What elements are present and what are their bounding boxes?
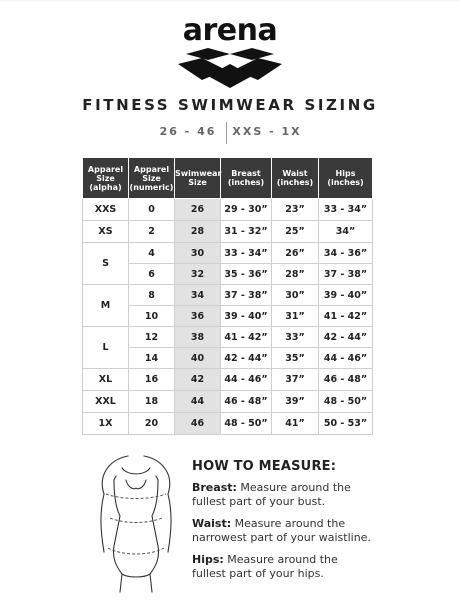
hips-cell: 34” [319, 221, 373, 243]
waist-cell: 35” [272, 348, 319, 369]
apparel-numeric-cell: 6 [129, 264, 175, 285]
hips-cell: 34 - 36” [319, 243, 373, 264]
logo-wordmark: arena [182, 13, 278, 48]
size-range-row [0, 122, 460, 144]
top-divider [0, 0, 460, 1]
table-row [83, 391, 373, 413]
hips-cell: 37 - 38” [319, 264, 373, 285]
measure-label-waist: Waist: [192, 517, 232, 530]
measure-item-breast [192, 481, 372, 509]
body-measurement-figure [92, 454, 180, 596]
hips-cell: 41 - 42” [319, 306, 373, 327]
how-to-measure-section [192, 459, 372, 589]
waist-cell: 31” [272, 306, 319, 327]
hips-cell: 33 - 34” [319, 199, 373, 221]
apparel-numeric-cell: 4 [129, 243, 175, 264]
apparel-alpha-cell: S [83, 243, 129, 285]
waist-cell: 41” [272, 413, 319, 435]
arena-diamond-logo-icon [178, 48, 282, 88]
breast-cell: 44 - 46” [221, 369, 272, 391]
header-apparel-size-numeric: Apparel Size (numeric) [129, 158, 175, 199]
swimwear-size-cell: 38 [175, 327, 221, 348]
header-apparel-size-alpha: Apparel Size (alpha) [83, 158, 129, 199]
page-title: FITNESS SWIMWEAR SIZING [82, 96, 378, 114]
breast-cell: 35 - 36” [221, 264, 272, 285]
header-breast: Breast (inches) [221, 158, 272, 199]
swimwear-size-cell: 34 [175, 285, 221, 306]
table-row [83, 221, 373, 243]
table-header-row [83, 158, 373, 199]
hips-cell: 39 - 40” [319, 285, 373, 306]
breast-cell: 37 - 38” [221, 285, 272, 306]
breast-cell: 31 - 32” [221, 221, 272, 243]
swimwear-size-cell: 44 [175, 391, 221, 413]
measure-text-hips: Measure around the fullest part of your hips. [192, 553, 338, 580]
apparel-alpha-cell: L [83, 327, 129, 369]
waist-cell: 37” [272, 369, 319, 391]
table-row [83, 199, 373, 221]
numeric-size-range: 26 - 46 [159, 125, 217, 138]
swimwear-size-cell: 42 [175, 369, 221, 391]
apparel-numeric-cell: 18 [129, 391, 175, 413]
hips-cell: 48 - 50” [319, 391, 373, 413]
breast-cell: 42 - 44” [221, 348, 272, 369]
measure-text-waist: Measure around the narrowest part of your waistline. [192, 517, 371, 544]
range-divider [226, 122, 227, 144]
table-row [83, 369, 373, 391]
apparel-alpha-cell: 1X [83, 413, 129, 435]
sizing-table [82, 157, 373, 435]
hips-cell: 44 - 46” [319, 348, 373, 369]
apparel-alpha-cell: M [83, 285, 129, 327]
header-hips: Hips (inches) [319, 158, 373, 199]
waist-cell: 33” [272, 327, 319, 348]
header-waist: Waist (inches) [272, 158, 319, 199]
breast-cell: 41 - 42” [221, 327, 272, 348]
breast-cell: 48 - 50” [221, 413, 272, 435]
measure-item-hips [192, 553, 372, 581]
measure-label-breast: Breast: [192, 481, 237, 494]
breast-cell: 39 - 40” [221, 306, 272, 327]
how-to-measure-title: HOW TO MEASURE: [192, 459, 337, 474]
waist-cell: 23” [272, 199, 319, 221]
waist-cell: 30” [272, 285, 319, 306]
swimwear-size-cell: 40 [175, 348, 221, 369]
swimwear-size-cell: 46 [175, 413, 221, 435]
table-row [83, 243, 373, 264]
measure-text-breast: Measure around the fullest part of your bust. [192, 481, 351, 508]
breast-cell: 33 - 34” [221, 243, 272, 264]
swimwear-size-cell: 26 [175, 199, 221, 221]
swimwear-size-cell: 36 [175, 306, 221, 327]
table-row [83, 327, 373, 348]
waist-cell: 28” [272, 264, 319, 285]
arena-logo [172, 14, 288, 88]
header-swimwear-size: Swimwear Size [175, 158, 221, 199]
apparel-alpha-cell: XS [83, 221, 129, 243]
breast-cell: 29 - 30” [221, 199, 272, 221]
apparel-numeric-cell: 8 [129, 285, 175, 306]
apparel-alpha-cell: XXS [83, 199, 129, 221]
apparel-numeric-cell: 12 [129, 327, 175, 348]
swimwear-size-cell: 32 [175, 264, 221, 285]
waist-cell: 39” [272, 391, 319, 413]
measure-item-waist [192, 517, 372, 545]
hips-cell: 50 - 53” [319, 413, 373, 435]
apparel-numeric-cell: 0 [129, 199, 175, 221]
apparel-alpha-cell: XL [83, 369, 129, 391]
measure-label-hips: Hips: [192, 553, 224, 566]
waist-cell: 26” [272, 243, 319, 264]
swimwear-size-cell: 30 [175, 243, 221, 264]
breast-cell: 46 - 48” [221, 391, 272, 413]
waist-cell: 25” [272, 221, 319, 243]
alpha-size-range: XXS - 1X [232, 125, 302, 138]
swimwear-size-cell: 28 [175, 221, 221, 243]
apparel-numeric-cell: 20 [129, 413, 175, 435]
apparel-numeric-cell: 16 [129, 369, 175, 391]
table-row [83, 285, 373, 306]
table-row [83, 413, 373, 435]
apparel-numeric-cell: 14 [129, 348, 175, 369]
apparel-numeric-cell: 2 [129, 221, 175, 243]
hips-cell: 46 - 48” [319, 369, 373, 391]
hips-cell: 42 - 44” [319, 327, 373, 348]
apparel-alpha-cell: XXL [83, 391, 129, 413]
apparel-numeric-cell: 10 [129, 306, 175, 327]
